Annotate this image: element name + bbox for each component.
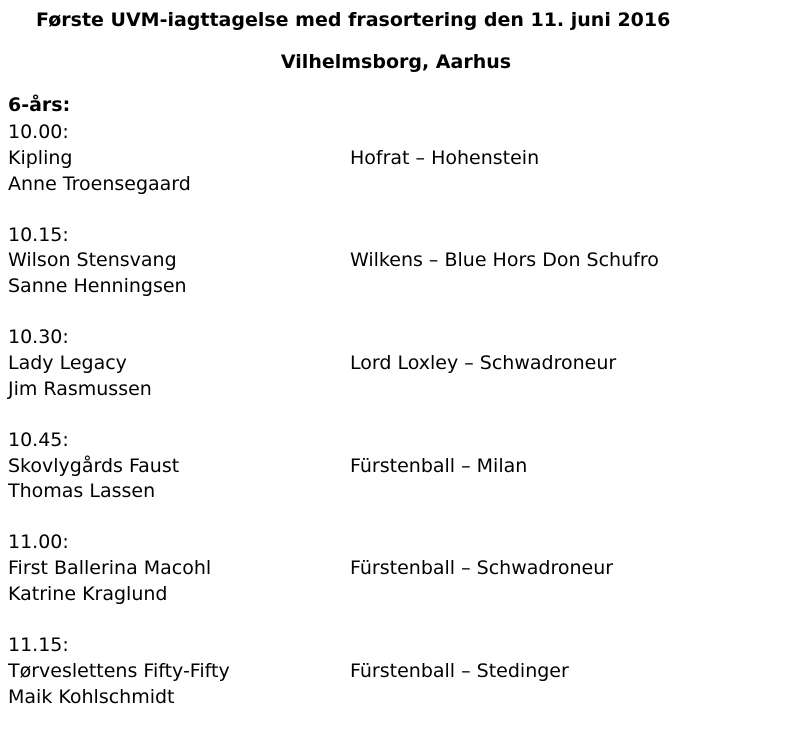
list-item	[8, 223, 788, 326]
entry-time: 10.15:	[8, 223, 69, 246]
venue-subtitle: Vilhelmsborg, Aarhus	[280, 51, 512, 73]
category-heading: 6-års:	[8, 94, 71, 116]
entry-rider: Sanne Henningsen	[8, 275, 187, 298]
entry-pedigree: Wilkens – Blue Hors Don Schufro	[350, 249, 659, 272]
entry-pedigree: Lord Loxley – Schwadroneur	[350, 351, 617, 374]
entry-rider: Jim Rasmussen	[8, 377, 152, 400]
entry-rider: Anne Troensegaard	[8, 172, 191, 195]
entry-list	[8, 120, 788, 736]
entry-rider: Katrine Kraglund	[8, 582, 168, 605]
list-item	[8, 530, 788, 633]
list-item	[8, 120, 788, 223]
entry-time: 10.00:	[8, 121, 69, 143]
entry-horse: Kipling	[8, 146, 73, 169]
entry-pedigree: Hofrat – Hohenstein	[350, 146, 540, 169]
list-item	[8, 325, 788, 428]
entry-pedigree: Fürstenball – Schwadroneur	[350, 557, 614, 580]
entry-time: 10.45:	[8, 428, 69, 451]
entry-horse: First Ballerina Macohl	[8, 557, 212, 580]
list-item	[8, 633, 788, 736]
entry-rider: Maik Kohlschmidt	[8, 685, 175, 708]
entry-horse: Wilson Stensvang	[8, 249, 177, 272]
list-item	[8, 428, 788, 531]
entry-horse: Lady Legacy	[8, 351, 127, 374]
entry-time: 10.30:	[8, 326, 69, 349]
entry-pedigree: Fürstenball – Milan	[350, 454, 528, 477]
entry-time: 11.00:	[8, 531, 69, 554]
entry-time: 11.15:	[8, 633, 69, 656]
page-title: Første UVM-iagttagelse med frasortering den 11. juni 2016	[36, 9, 671, 31]
entry-rider: Thomas Lassen	[8, 480, 156, 503]
entry-horse: Skovlygårds Faust	[8, 454, 180, 477]
entry-pedigree: Fürstenball – Stedinger	[350, 659, 569, 682]
entry-horse: Tørveslettens Fifty-Fifty	[8, 659, 230, 682]
